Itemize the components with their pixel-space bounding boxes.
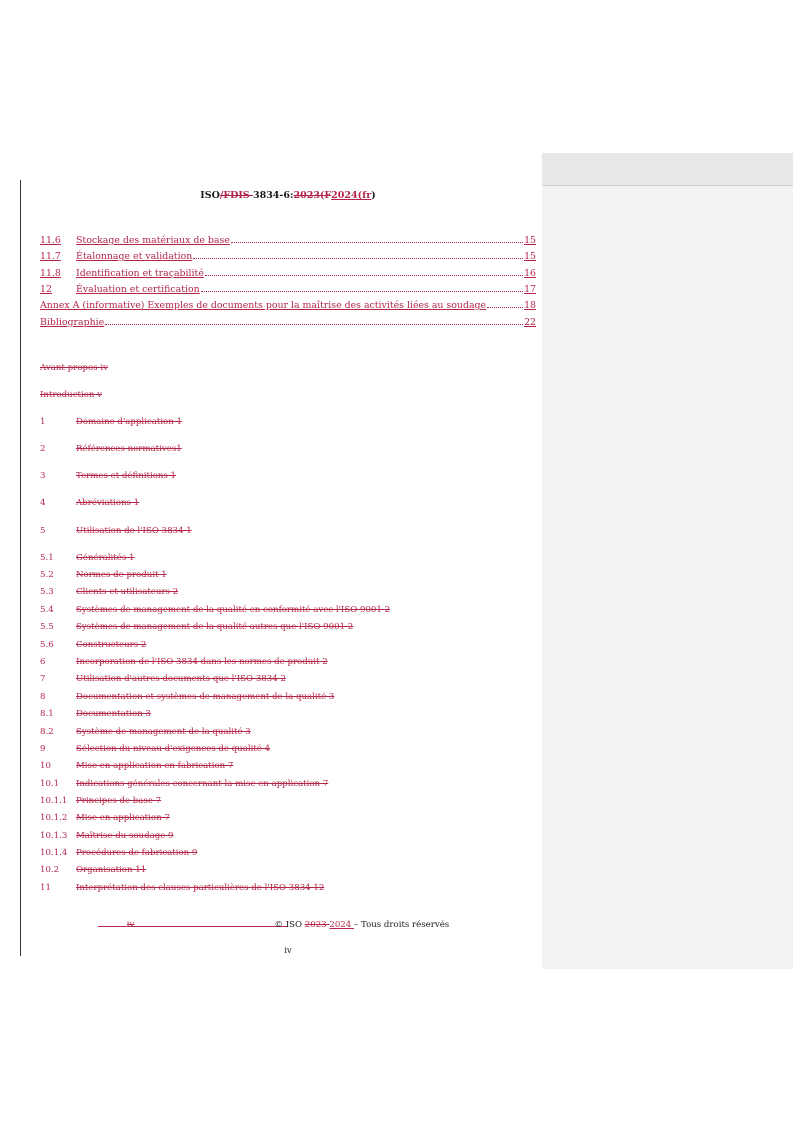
deleted-toc-entry: [40, 363, 108, 373]
toc-leader-dots: [105, 323, 523, 325]
deleted-toc-entry: [40, 417, 182, 427]
deleted-toc-text: Documentation et systèmes de management de la qualité 3: [76, 692, 335, 702]
deleted-toc-text: Mise en application en fabrication 7: [76, 761, 234, 771]
header-fdis-deleted: /FDIS: [219, 190, 253, 201]
deleted-toc-entry: [40, 471, 176, 481]
deleted-toc-text: Organisation 11: [76, 865, 147, 875]
deleted-toc-entry: [40, 674, 286, 684]
footer-year-deleted: 2023: [304, 920, 330, 930]
footer-rights: – Tous droits réservés: [353, 920, 450, 930]
deleted-toc-text: Utilisation d'autres documents que l'ISO 3834 2: [76, 674, 286, 684]
deleted-toc-entry: [40, 444, 182, 454]
document-header: [40, 190, 536, 201]
header-close: ): [371, 190, 376, 201]
footer-year-inserted: 2024: [329, 920, 354, 930]
deleted-toc-number: 5.3: [40, 587, 54, 597]
toc-leader-dots: [201, 290, 523, 292]
deleted-toc-number: 5: [40, 526, 46, 536]
deleted-toc-text: Termes et définitions 1: [76, 471, 177, 481]
deleted-toc-text: Mise en application 7: [76, 813, 170, 823]
deleted-toc-text: Généralités 1: [76, 553, 135, 563]
change-bar: [20, 180, 21, 956]
page-number: iv: [284, 946, 292, 956]
comment-pane-divider: [542, 185, 793, 186]
deleted-toc-entry: [40, 587, 178, 597]
deleted-toc-text: Sélection du niveau d'exigences de qualité 4: [76, 744, 271, 754]
toc-leader-dots: [231, 241, 523, 243]
deleted-toc-entry: [40, 865, 146, 875]
deleted-toc-number: 5.5: [40, 622, 54, 632]
comment-pane: [542, 153, 793, 969]
deleted-toc-entry: [40, 390, 102, 400]
deleted-toc-text: Principes de base 7: [76, 796, 162, 806]
toc-entry-number: 11.8: [40, 267, 61, 279]
toc-entry[interactable]: [40, 297, 536, 311]
deleted-toc-number: 10: [40, 761, 51, 771]
toc-entry[interactable]: [40, 281, 536, 295]
deleted-toc-entry: [40, 526, 192, 536]
deleted-toc-text: Introduction v: [40, 390, 103, 400]
deleted-toc-entry: [40, 605, 390, 615]
toc-entry[interactable]: [40, 248, 536, 262]
toc-entry-page: 22: [524, 316, 536, 328]
header-iso: ISO: [200, 190, 220, 201]
deleted-toc-entry: [40, 761, 233, 771]
toc-leader-dots: [487, 306, 523, 308]
deleted-toc-entry: [40, 498, 139, 508]
deleted-toc-text: Systèmes de management de la qualité autres que l'ISO 9001 2: [76, 622, 354, 632]
deleted-toc-entry: [40, 848, 197, 858]
toc-entry[interactable]: [40, 314, 536, 328]
toc-entry-page: 18: [524, 300, 536, 312]
toc-entry-page: 16: [524, 267, 536, 279]
deleted-toc-entry: [40, 640, 146, 650]
deleted-toc-number: 5.6: [40, 640, 54, 650]
deleted-toc-entry: [40, 779, 328, 789]
toc-entry-title: Évaluation et certification: [76, 283, 200, 295]
header-year-deleted: 2023(F: [293, 190, 332, 201]
deleted-toc-entry: [40, 796, 161, 806]
deleted-toc-text: Clients et utilisateurs 2: [76, 587, 179, 597]
toc-entry-page: 15: [524, 251, 536, 263]
deleted-toc-number: 10.2: [40, 865, 60, 875]
deleted-toc-number: 2: [40, 444, 46, 454]
footer-copyright: © ISO: [274, 920, 305, 930]
deleted-toc-text: Utilisation de l'ISO 3834 1: [76, 526, 192, 536]
deleted-toc-number: 6: [40, 657, 46, 667]
deleted-toc-number: 1: [40, 417, 46, 427]
toc-entry-number: 11.7: [40, 251, 61, 263]
header-code: 3834-6:: [252, 190, 294, 201]
deleted-toc-entry: [40, 709, 151, 719]
toc-leader-dots: [193, 257, 523, 259]
toc-entry-title: Étalonnage et validation: [76, 251, 193, 263]
header-year-inserted: 2024(fr: [331, 190, 372, 201]
deleted-toc-number: 5.1: [40, 553, 54, 563]
deleted-toc-entry: [40, 831, 174, 841]
deleted-toc-entry: [40, 883, 324, 893]
comment-pane-header: [542, 153, 793, 185]
footer: [40, 920, 536, 930]
deleted-toc-text: Incorporation de l'ISO 3834 dans les normes de produit 2: [76, 657, 328, 667]
deleted-toc-number: 8: [40, 692, 46, 702]
deleted-toc-entry: [40, 570, 167, 580]
deleted-toc-entry: [40, 657, 328, 667]
deleted-toc-text: Avant-propos iv: [40, 363, 108, 373]
toc-entry-number: 12: [40, 283, 52, 295]
toc-entry-title: Bibliographie: [40, 316, 105, 328]
toc-entry[interactable]: [40, 265, 536, 279]
deleted-toc-number: 10.1.1: [40, 796, 68, 806]
deleted-toc-text: Documentation 3: [76, 709, 151, 719]
toc-leader-dots: [205, 274, 523, 276]
deleted-toc-text: Abréviations 1: [76, 498, 140, 508]
footer-page-deleted: iv: [126, 920, 135, 930]
deleted-toc-number: 10.1.4: [40, 848, 68, 858]
toc-entry-number: 11.6: [40, 235, 61, 246]
toc-entry-title: Identification et traçabilité: [76, 267, 204, 279]
toc-entry-title: Annex A (informative) Exemples de documents pour la maîtrise des activités liées au soudage: [40, 300, 487, 312]
deleted-toc-number: 8.1: [40, 709, 54, 719]
deleted-toc-entry: [40, 744, 270, 754]
deleted-toc-entry: [40, 622, 353, 632]
deleted-toc-number: 10.1: [40, 779, 60, 789]
deleted-toc-number: 5.2: [40, 570, 54, 580]
toc-entry-title: Stockage des matériaux de base: [76, 235, 230, 246]
deleted-toc-text: Constructeurs 2: [76, 640, 147, 650]
deleted-toc-number: 5.4: [40, 605, 54, 615]
deleted-toc-text: Système de management de la qualité 3: [76, 727, 251, 737]
deleted-toc-text: Domaine d'application 1: [76, 417, 182, 427]
deleted-toc-number: 9: [40, 744, 46, 754]
deleted-toc-entry: [40, 692, 334, 702]
toc-entry-page: 15: [524, 235, 536, 246]
deleted-toc-text: Normes de produit 1: [76, 570, 167, 580]
deleted-toc-number: 11: [40, 883, 51, 893]
deleted-toc-number: 3: [40, 471, 46, 481]
deleted-toc-entry: [40, 727, 251, 737]
deleted-toc-number: 7: [40, 674, 46, 684]
deleted-toc-text: Références normatives1: [76, 444, 182, 454]
toc-entry[interactable]: [40, 232, 536, 246]
deleted-toc-entry: [40, 813, 170, 823]
deleted-toc-entry: [40, 553, 134, 563]
deleted-toc-number: 10.1.3: [40, 831, 68, 841]
deleted-toc-text: Systèmes de management de la qualité en conformité avec l'ISO 9001 2: [76, 605, 391, 615]
deleted-toc-number: 8.2: [40, 727, 54, 737]
deleted-toc-text: Maîtrise du soudage 9: [76, 831, 174, 841]
deleted-toc-text: Indications générales concernant la mise en application 7: [76, 779, 329, 789]
deleted-toc-number: 10.1.2: [40, 813, 68, 823]
deleted-toc-text: Interprétation des clauses particulières de l'ISO 3834 12: [76, 883, 325, 893]
deleted-toc-number: 4: [40, 498, 46, 508]
toc-entry-page: 17: [524, 283, 536, 295]
deleted-toc-text: Procédures de fabrication 9: [76, 848, 198, 858]
